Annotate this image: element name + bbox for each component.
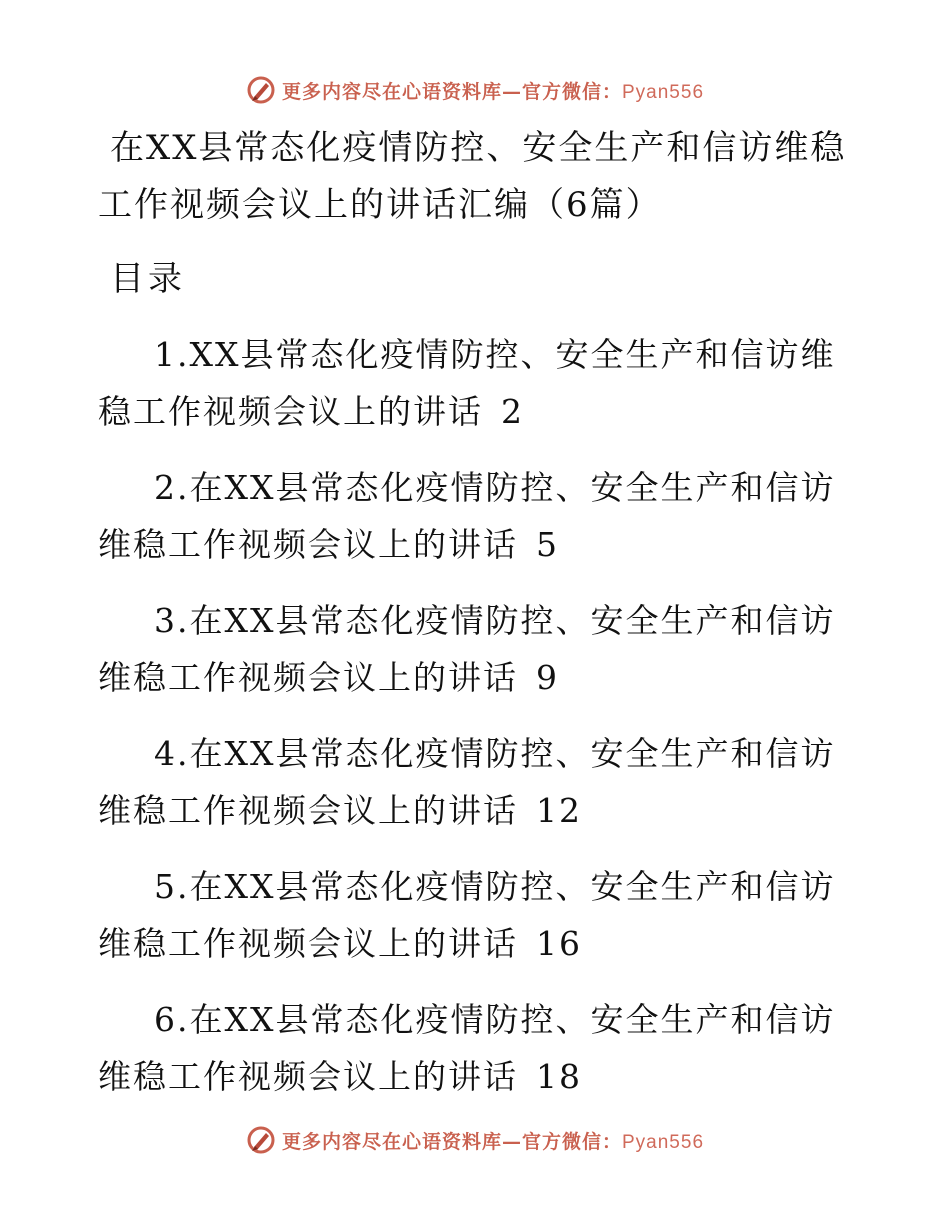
table-of-contents <box>98 326 858 1124</box>
wechat-id: Pyan556 <box>622 81 705 103</box>
footer-banner <box>0 1120 950 1160</box>
toc-item[interactable] <box>98 592 858 706</box>
toc-page-number: 2 <box>501 392 524 431</box>
document-title: 在XX县常态化疫情防控、安全生产和信访维稳工作视频会议上的讲话汇编（6篇） <box>98 128 847 225</box>
toc-page-number: 12 <box>536 791 582 830</box>
header-banner <box>0 70 950 110</box>
toc-item[interactable] <box>98 326 858 440</box>
banner-text: 更多内容尽在心语资料库—官方微信：Pyan556 <box>281 80 705 103</box>
toc-page-number: 18 <box>536 1057 582 1096</box>
toc-item-label: 3.在XX县常态化疫情防控、安全生产和信访维稳工作视频会议上的讲话 <box>98 601 836 697</box>
toc-item[interactable] <box>98 459 858 573</box>
toc-page-number: 9 <box>536 658 559 697</box>
toc-page-number: 5 <box>536 525 559 564</box>
toc-heading: 目录 <box>110 259 186 299</box>
toc-item[interactable] <box>98 725 858 839</box>
toc-item-label: 6.在XX县常态化疫情防控、安全生产和信访维稳工作视频会议上的讲话 <box>98 1000 836 1096</box>
toc-item[interactable] <box>98 858 858 972</box>
toc-item-label: 2.在XX县常态化疫情防控、安全生产和信访维稳工作视频会议上的讲话 <box>98 468 836 564</box>
toc-item[interactable] <box>98 991 858 1105</box>
toc-item-label: 5.在XX县常态化疫情防控、安全生产和信访维稳工作视频会议上的讲话 <box>98 867 836 963</box>
toc-item-label: 1.XX县常态化疫情防控、安全生产和信访维稳工作视频会议上的讲话 <box>98 335 836 431</box>
toc-item-label: 4.在XX县常态化疫情防控、安全生产和信访维稳工作视频会议上的讲话 <box>98 734 836 830</box>
pen-circle-logo-icon <box>246 75 276 105</box>
pen-circle-logo-icon <box>246 1125 276 1155</box>
banner-text: 更多内容尽在心语资料库—官方微信：Pyan556 <box>281 1130 705 1153</box>
toc-page-number: 16 <box>536 924 582 963</box>
wechat-id: Pyan556 <box>622 1131 705 1153</box>
